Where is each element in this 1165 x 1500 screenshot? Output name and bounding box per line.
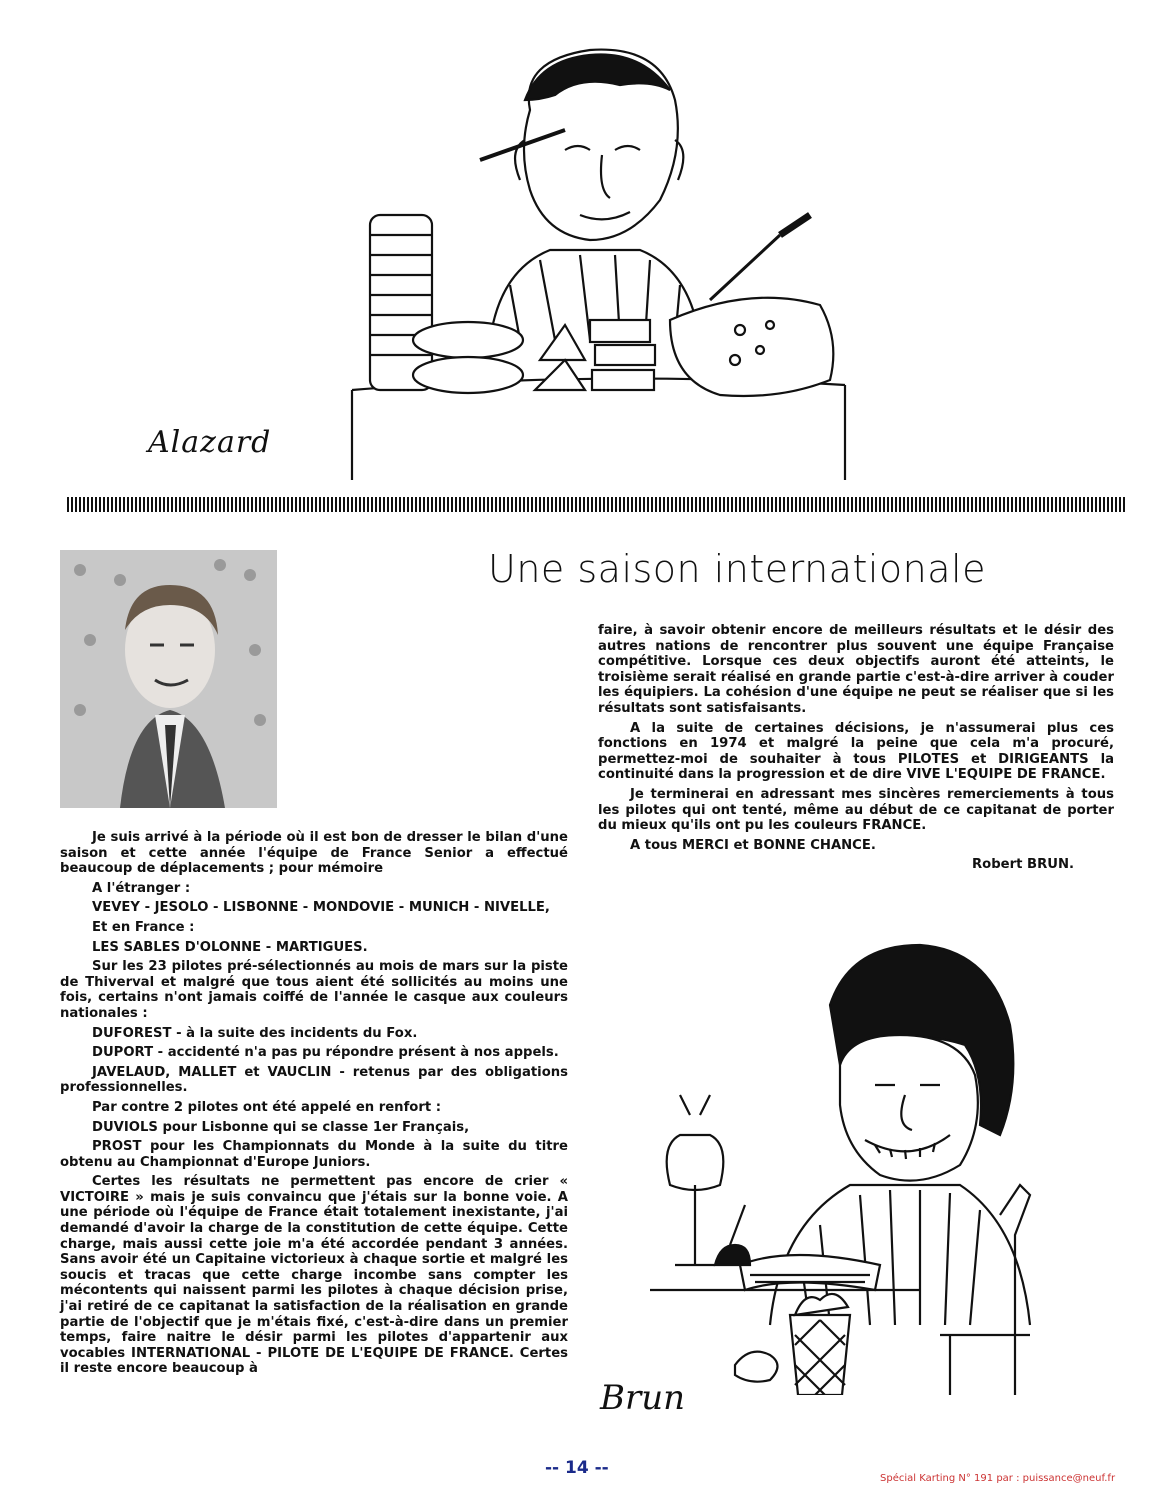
article-left-column [60, 830, 568, 1381]
paragraph: Par contre 2 pilotes ont été appelé en renfort : [92, 1099, 442, 1115]
paragraph: DUPORT - accidenté n'a pas pu répondre présent à nos appels. [92, 1045, 559, 1061]
portrait-photo-icon [60, 550, 277, 808]
paragraph: Je suis arrivé à la période où il est bon de dresser le bilan d'une saison et cette année l'équipe de France Senior a effectué beaucoup de déplacements ; pour mémoire [60, 830, 568, 877]
alazard-signature: Alazard [148, 425, 272, 460]
footer-credit: Spécial Karting N° 191 par : puissance@neuf.fr [880, 1473, 1116, 1484]
brun-signature: Brun [600, 1378, 686, 1418]
cheese-vendor-caricature-icon [340, 40, 860, 490]
paragraph: Sur les 23 pilotes pré-sélectionnés au mois de mars sur la piste de Thiverval et malgré que tous aient été sollicités au moins une fois, certains n'ont jamais coiffé de l'année le casque aux couleurs nationales : [60, 959, 568, 1021]
paragraph: PROST pour les Championnats du Monde à la suite du titre obtenu au Championnat d'Europe Juniors. [60, 1139, 568, 1170]
article-title: Une saison internationale [488, 547, 986, 591]
paragraph: VEVEY - JESOLO - LISBONNE - MONDOVIE - MUNICH - NIVELLE, [92, 900, 550, 916]
paragraph: LES SABLES D'OLONNE - MARTIGUES. [92, 939, 368, 955]
section-divider [67, 497, 1127, 512]
paragraph: DUFOREST - à la suite des incidents du Fox. [92, 1025, 418, 1041]
paragraph: Certes les résultats ne permettent pas encore de crier « VICTOIRE » mais je suis convaincu que j'étais sur la bonne voie. A une période où l'équipe de France était totalement inexistante, j'ai demandé d'avoir la charge de la constitution de cette équipe. Cette charge, mais aussi cette joie m'a été accordée pendant 3 années. Sans avoir été un Capitaine victorieux à chaque sortie et malgré les soucis et tracas que cette charge incombe sans compter les mécontents qui naissent parmi les pilotes à chaque décision prise, j'ai retiré de ce capitanat la satisfaction de la réalisation en grande partie de l'objectif que je m'étais fixé, c'est-à-dire dans un premier temps, faire naitre le désir parmi les pilotes d'appartenir aux vocables INTERNATIONAL - PILOTE DE L'EQUIPE DE FRANCE. Certes il reste encore beaucoup à [60, 1174, 568, 1377]
paragraph: A la suite de certaines décisions, je n'assumerai plus ces fonctions en 1974 et malgré la peine que cela m'a procuré, permettez-moi de souhaiter à tous PILOTES et DIRIGEANTS la continuité dans la progression et de dire VIVE L'EQUIPE DE FRANCE. [598, 720, 1114, 783]
paragraph: A l'étranger : [92, 880, 191, 896]
author-name: Robert BRUN. [972, 857, 1074, 873]
paragraph: DUVIOLS pour Lisbonne qui se classe 1er Français, [92, 1119, 470, 1135]
page-number: -- 14 -- [545, 1458, 609, 1478]
desk-writer-caricature-icon [620, 935, 1040, 1395]
paragraph: JAVELAUD, MALLET et VAUCLIN - retenus par des obligations professionnelles. [60, 1064, 568, 1096]
paragraph: A tous MERCI et BONNE CHANCE. [630, 837, 876, 853]
paragraph: Et en France : [92, 919, 195, 935]
paragraph: faire, à savoir obtenir encore de meilleurs résultats et le désir des autres nations de rencontrer plus souvent une équipe Française compétitive. Lorsque ces deux objectifs auront été atteints, le troisième serait réalisé en grande partie c'est-à-dire arriver à couder les équipiers. La cohésion d'une équipe ne peut se réaliser que si les résultats sont satisfaisants. [598, 623, 1114, 716]
article-right-column [598, 623, 1114, 877]
paragraph: Je terminerai en adressant mes sincères remerciements à tous les pilotes qui ont tenté, même au début de ce capitanat de porter du mieux qu'ils ont pu les couleurs FRANCE. [598, 786, 1114, 834]
